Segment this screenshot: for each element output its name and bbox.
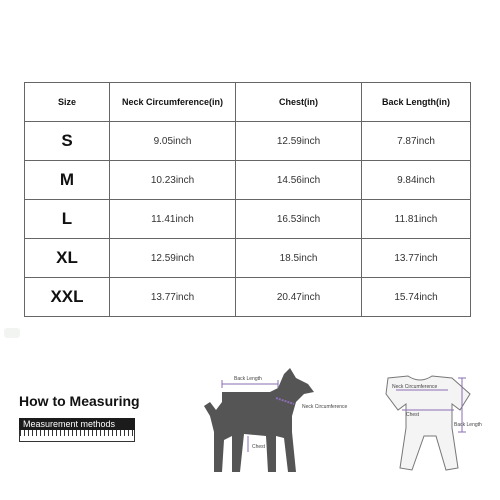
header-back-length: Back Length(in) <box>362 83 471 122</box>
header-neck: Neck Circumference(in) <box>110 83 236 122</box>
neck-cell: 12.59inch <box>110 239 236 278</box>
neck-cell: 11.41inch <box>110 200 236 239</box>
size-cell: XL <box>25 239 110 278</box>
neck-cell: 13.77inch <box>110 278 236 317</box>
size-cell: L <box>25 200 110 239</box>
neck-cell: 9.05inch <box>110 122 236 161</box>
table-row <box>25 122 471 161</box>
dog-back-length-label: Back Length <box>234 376 262 382</box>
faint-mark <box>4 328 20 338</box>
garment-measurement-diagram <box>362 370 494 482</box>
table-row <box>25 278 471 317</box>
chest-cell: 12.59inch <box>236 122 362 161</box>
table-header-row <box>25 83 471 122</box>
back-length-cell: 9.84inch <box>362 161 471 200</box>
table-row <box>25 161 471 200</box>
header-size: Size <box>25 83 110 122</box>
dog-measurement-diagram <box>200 362 360 484</box>
size-cell: S <box>25 122 110 161</box>
ruler-icon <box>19 430 135 442</box>
back-length-cell: 13.77inch <box>362 239 471 278</box>
back-length-cell: 7.87inch <box>362 122 471 161</box>
garment-chest-label: Chest <box>406 412 420 418</box>
size-cell: XXL <box>25 278 110 317</box>
table-row <box>25 239 471 278</box>
header-chest: Chest(in) <box>236 83 362 122</box>
back-length-cell: 15.74inch <box>362 278 471 317</box>
size-cell: M <box>25 161 110 200</box>
neck-cell: 10.23inch <box>110 161 236 200</box>
chest-cell: 14.56inch <box>236 161 362 200</box>
back-length-cell: 11.81inch <box>362 200 471 239</box>
table-row <box>25 200 471 239</box>
chest-cell: 18.5inch <box>236 239 362 278</box>
garment-back-length-label: Back Length <box>454 422 482 428</box>
dog-neck-label: Neck Circumference <box>302 404 348 410</box>
chest-cell: 20.47inch <box>236 278 362 317</box>
size-chart-table <box>24 82 471 317</box>
dog-silhouette-icon <box>200 362 360 484</box>
chest-cell: 16.53inch <box>236 200 362 239</box>
dog-chest-label: Chest <box>252 444 266 450</box>
garment-neck-label: Neck Circumference <box>392 384 438 390</box>
measurement-methods-label: Measurement methods <box>19 418 135 430</box>
how-to-measure-title: How to Measuring <box>19 393 140 409</box>
